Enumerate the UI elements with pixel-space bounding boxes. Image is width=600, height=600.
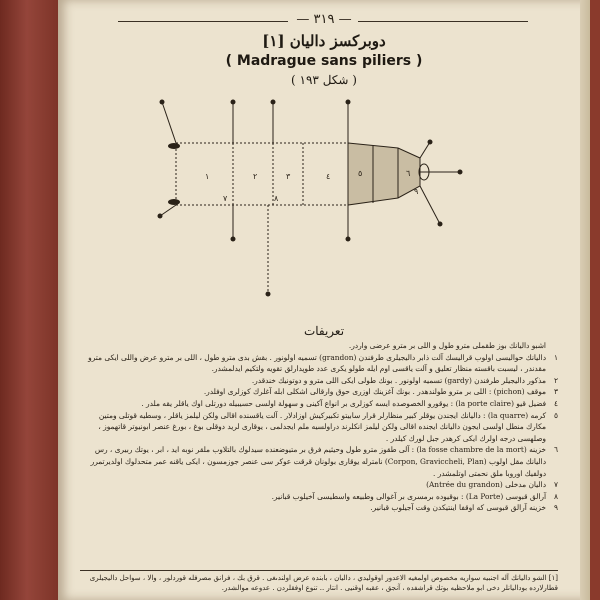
entry-number: ٥: [554, 410, 558, 420]
title-ottoman: دوبركسز دالیان [۱]: [262, 32, 386, 50]
entry-number: ٤: [554, 398, 558, 408]
entry-text: خزينه آرالق قبوسى كه اوقفا اينتيكدن وقت آجيلوب قبانير.: [370, 503, 546, 513]
section-title: تعريفات: [303, 324, 345, 338]
figure-caption: ( شكل ١٩٣ ): [291, 73, 357, 87]
diagram-label: ٤: [326, 172, 331, 181]
definition-entry: [80, 502, 558, 514]
definition-entry: [80, 352, 558, 375]
footnote-rule: [80, 570, 558, 571]
footnote: [۱] الشو داليانك آله اجنبيه سواريه مخصوص اولمغيه الاعدور اوقوليدي ، داليان ، بابنده عرض اولندىغى . قرق بك ، فرانق مصرفله قوردلور ، والا ، سواحل داليجيلرى قطارلارده بوداليانلر دخى ابو ملاحظيه بوتك قراشفده ، آنجق ، عقبه اوقنيى . انتار .. تنوع اوفقلردن . عدوعه موالشدر.: [89, 574, 558, 592]
entry-number: ٦: [554, 445, 558, 455]
entry-text: مذكور داليجيلر طرفندن (gardy) تسميه اولونور . بونك طولى ايكى اللى مترو و دوتونيك خندقدر.: [251, 375, 546, 385]
madrague-diagram: [58, 84, 590, 324]
diagram-label: ١: [205, 172, 210, 181]
entry-text: داليانك حواليسى اولوب قراليسك آلت ذابر داليجيلرى طرفندن (grandon) تسميه اولونور . بقش بدى مترو طول ، اللى بر مترو عرض واللى ايكى مترو مقدندر ، ليسبت باقسته منظار تعليق و آلت ياقسى اوم ايله طولو يكرى عدد طوپدارلق تقويه ولتكيم ايدلمشدر.: [88, 352, 546, 374]
definition-entry: [80, 410, 558, 445]
anchor-buoys: [158, 100, 463, 297]
entry-number: ١: [554, 352, 558, 362]
entry-text: موقف (pichon) : اللى بر مترو طولندهدر . بونك آغزينك اوزرى حوق وارقالى اشكلى ابله آغلرك كوزلرى اوفلدر.: [203, 387, 546, 397]
trap-enclosure: [176, 143, 348, 205]
entry-text: فضيل قيو (la porte claire) : يوقورو الخصوصده ايسه كوزلرى بر انواع آكينى و سهولة اولسى حسيبيله دورتلى اوك ياقلر يقه ملدر .: [141, 398, 546, 408]
entry-text: اشبو داليانك بوز طقملى مترو طول و اللى بر مترو عرضى واردر.: [348, 341, 546, 350]
diagram-label: ٥: [358, 169, 363, 178]
definition-entry: [80, 340, 558, 352]
definition-entry: [80, 398, 558, 410]
entry-text: آرالق قبوسى (La Porte) : بوقيوده برمسرى بر آغوالى وطبيعه واسطيسى آخيلوب قبانير.: [271, 491, 546, 501]
diagram-label: ٦: [406, 169, 411, 178]
entry-number: ٣: [554, 387, 558, 397]
diagram-label: ٢: [253, 172, 258, 181]
diagram-label: ٧: [223, 194, 228, 203]
book-page: [58, 0, 590, 600]
diagram-label: ٣: [286, 172, 291, 181]
entry-number: ٢: [554, 375, 558, 385]
entry-number: ٧: [554, 480, 558, 490]
page-number: — ٣١٩ —: [296, 12, 352, 27]
title-french: ( Madrague sans piliers ): [225, 53, 423, 69]
book-binding: [0, 0, 60, 600]
mooring-lines: [160, 102, 460, 294]
definitions-list: [80, 340, 558, 514]
diagram-label: ٨: [274, 194, 279, 203]
definition-entry: [80, 491, 558, 503]
entry-text: داليان مدخلى (Antrée du grandon): [426, 480, 546, 490]
definition-entry: [80, 479, 558, 491]
definition-entry: [80, 386, 558, 398]
entry-number: ٨: [554, 491, 558, 501]
entry-text: خزينه (la fosse chambre de la mort) : آلى طقوز مترو طول وحيثيم فرق بر متيوضعنده سيدلوك بالتلاوب ملقر نوبه ايد ، ابر ، يوتك ربيرى ، رس داليانك مقل اولوب (Corpon, Graviccheli, Plan) نامترله يوقارى بولونان قرقت عوكر سى عنصر جوزمسون ، ايكى ياقنه عمر متحدلوك اولديرتمرر دولفيك اوروبا ملق نحمتى اوتلمشدر .: [90, 445, 546, 478]
entry-text: كرمه (la quarre) : داليانك ايجندن يوقلر كبير منظارلر قرار سابيتو تكبيركيش اوزادلار . آلت ياقسنده اقالى ولكن ليلمز ياقلر ، وسطيه قوتلى ومتين مكارك منطل اولسى ايجون داليانك ايجنده اقالى ولكن ليلمز انكلرند دراولسيه ملم ايجدلمى ، يوقارى لريد دوقلى بوغ ، بورغ عنصر ابونيوتر قاتهموز ، وصلهسى درجه اولرك ايكى كرهدر جبل لورك كيلدر .: [98, 410, 546, 443]
definition-entry: [80, 375, 558, 387]
definition-entry: [80, 444, 558, 479]
entry-number: ٩: [554, 503, 558, 513]
diagram-label: ٩: [414, 187, 419, 196]
